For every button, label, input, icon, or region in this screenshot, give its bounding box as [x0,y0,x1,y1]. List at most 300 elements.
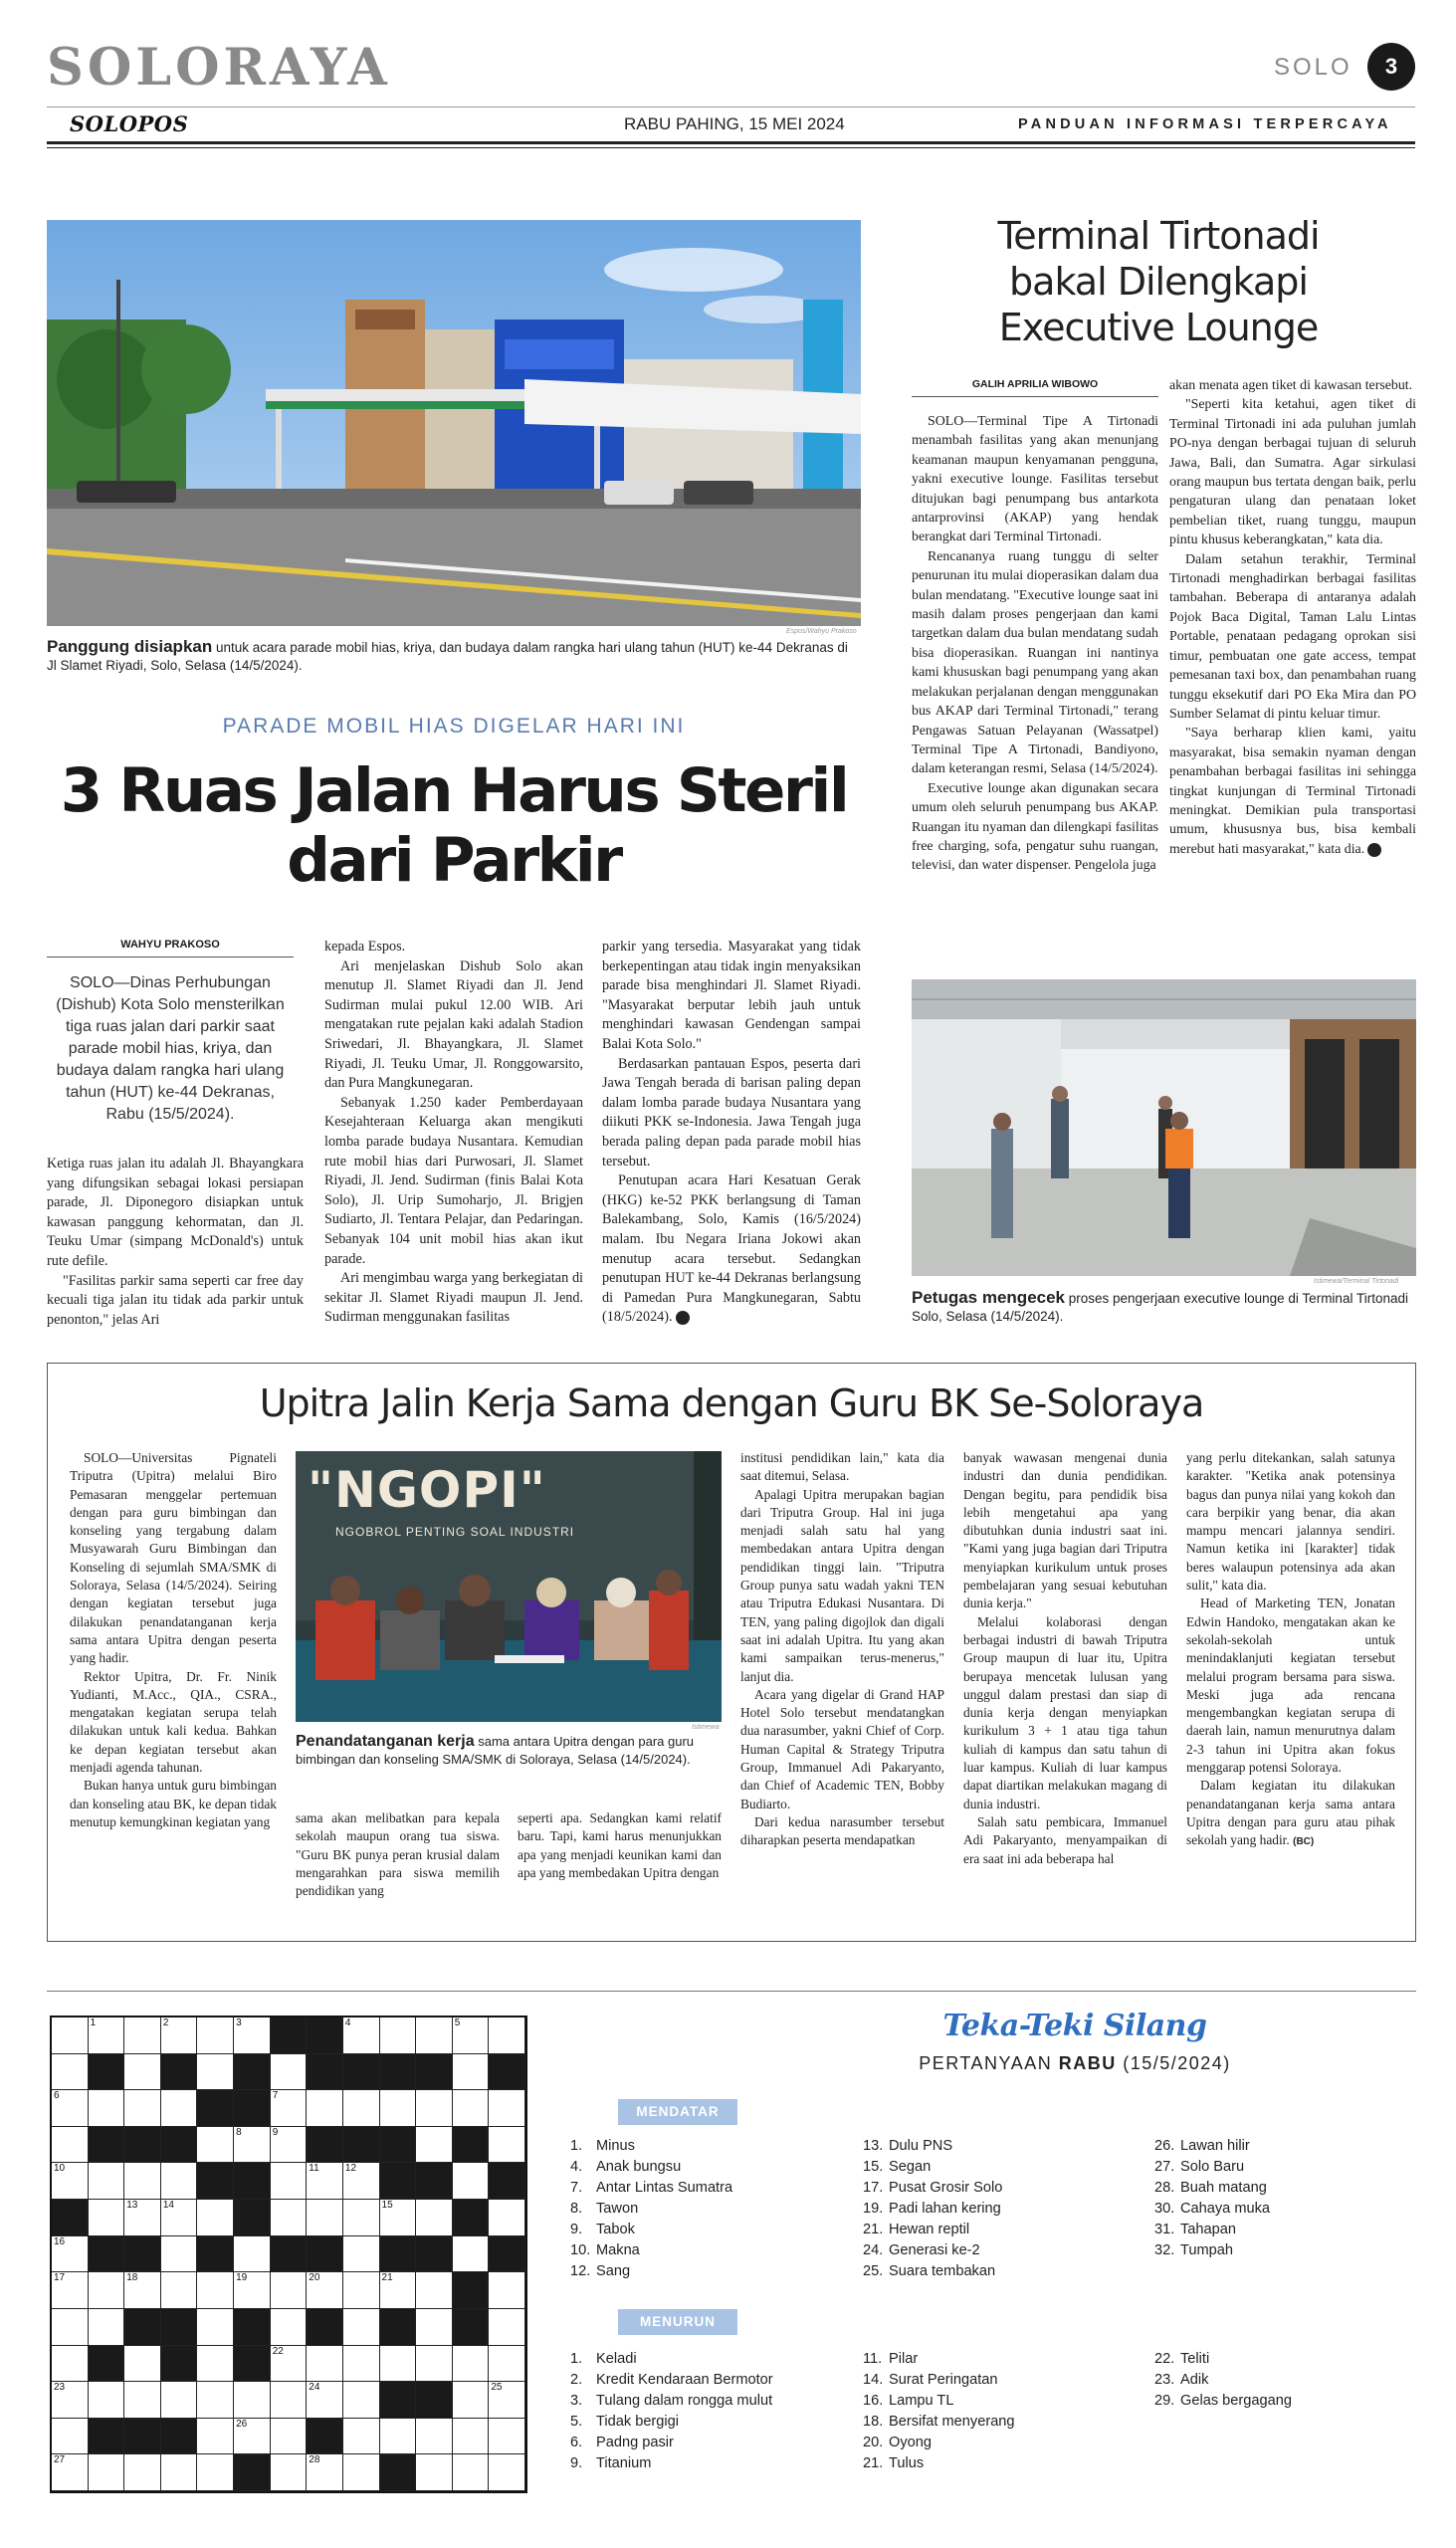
crossword-cell[interactable] [453,2163,490,2200]
crossword-title: Teka-Teki Silang [942,2009,1207,2043]
paragraph-text: "Saya berharap klien kami, yaitu masyarakat, bisa semakin nyaman dengan penambahan berbagai fasilitas ini sehingga tingkat kunjungan di Terminal Tirtonadi meningkat. Demikian pula transportasi umum, khususnya bus, bisa kembali merebut hati masyarakat," kata dia. [1169,726,1416,857]
crossword-cell[interactable] [307,2200,343,2236]
crossword-cell[interactable] [161,2454,198,2491]
clue-text: Tulus [889,2455,925,2471]
crossword-subtitle [796,2053,1353,2074]
caption-text: untuk acara parade mobil hias, kriya, dan budaya dalam rangka hari ulang tahun (HUT) ke-44 Dekranas di Jl Slamet Riyadi, Solo, Selasa (14/5/2024). [47,640,848,673]
crossword-cell[interactable] [234,2419,271,2455]
crossword-cell[interactable] [197,2454,234,2491]
crossword-cell[interactable] [453,2382,490,2419]
clue-text: Sang [596,2263,631,2279]
clue-number: 21. [863,2455,884,2471]
paragraph [602,1171,861,1328]
main-lead: SOLO—Dinas Perhubungan (Dishub) Kota Solo mensterilkan tiga ruas jalan dari parkir saat parade mobil hias, kriya, dan budaya dalam rangka hari ulang tahun (HUT) ke-44 Dekranas, Rabu (15/5/2024). [56,974,285,1123]
crossword-cell[interactable] [89,2017,125,2054]
crossword-cell-number: 24 [309,2382,320,2394]
clue-number: 31. [1154,2222,1175,2237]
crossword-cell[interactable] [307,2272,343,2309]
crossword-cell[interactable] [52,2090,89,2127]
crossword-cell[interactable] [234,2127,271,2164]
caption-bold: Petugas mengecek [912,1288,1066,1307]
crossword-cell[interactable] [416,2127,453,2164]
crossword-cell[interactable] [52,2309,89,2346]
crossword-cell[interactable] [271,2163,308,2200]
crossword-cell-number: 27 [54,2454,66,2466]
across-clues-col2 [863,2136,1002,2282]
clue-text: Keladi [596,2351,637,2367]
crossword-black-cell [380,2309,417,2346]
crossword-cell[interactable] [124,2454,161,2491]
crossword-cell[interactable] [380,2272,417,2309]
crossword-cell[interactable] [489,2017,525,2054]
clue-number: 8. [570,2201,583,2217]
crossword-cell-number: 3 [236,2017,242,2028]
crossword-cell[interactable] [52,2382,89,2419]
crossword-cell[interactable] [453,2419,490,2455]
crossword-black-cell [489,2163,525,2200]
crossword-cell[interactable] [343,2272,380,2309]
section-title: SOLORAYA [47,38,391,98]
crossword-cell[interactable] [453,2017,490,2054]
clue-number: 1. [570,2351,583,2367]
crossword-cell-number: 1 [90,2017,97,2028]
crossword-cell[interactable] [161,2090,198,2127]
crossword-cell[interactable] [89,2163,125,2200]
crossword-cell[interactable] [489,2382,525,2419]
down-header: MENURUN [618,2309,737,2335]
crossword-cell[interactable] [271,2454,308,2491]
crossword-black-cell [234,2054,271,2091]
crossword-cell[interactable] [307,2163,343,2200]
paragraph: Rencananya ruang tunggu di selter penurunan itu mulai dioperasikan dalam dua bulan mendatang. "Executive lounge saat ini masih dalam proses pengerjaan dan kami targetkan dalam dua bulan mendatang sudah bisa dioperasikan. Ruangan ini nantinya kami khususkan bagi penumpang yang akan melakukan perjalanan dengan menggunakan bus AKAP dari Terminal Tirtonadi," terang Pengawas Satuan Pelayanan (Wassatpel) Terminal Tipe A Tirtonadi, Bandiyono, dalam keterangan resmi, Selasa (14/5/2024). [912,548,1158,777]
crossword-black-cell [489,2054,525,2091]
crossword-black-cell [453,2309,490,2346]
crossword-black-cell [489,2236,525,2273]
crossword-cell[interactable] [271,2200,308,2236]
paragraph: Melalui kolaborasi dengan berbagai industri di bawah Triputra Group maupun di luar itu, Upitra berupaya mencetak lulusan yang unggul dalam prestasi dan siap di dunia kerja dengan menyiapkan kurikulum 3 + 1 atau tiga tahun kuliah di kampus dan satu tahun di luar kampus. Kuliah di luar kampus dapat diartikan melakukan magang di dunia industri. [963,1613,1167,1811]
crossword-black-cell [307,2309,343,2346]
crossword-cell-number: 6 [54,2090,60,2102]
crossword-cell[interactable] [416,2346,453,2383]
main-kicker: PARADE MOBIL HIAS DIGELAR HARI INI [222,715,686,738]
crossword-cell[interactable] [52,2454,89,2491]
crossword-cell[interactable] [380,2090,417,2127]
clue-number: 1. [570,2138,583,2154]
crossword-cell[interactable] [453,2236,490,2273]
clue-number: 4. [570,2159,583,2175]
crossword-cell[interactable] [89,2200,125,2236]
upitra-photo [296,1451,722,1722]
author-initials: (BC) [1293,1836,1315,1848]
page-number-badge [1367,43,1415,91]
crossword-cell-number: 9 [272,2126,279,2138]
clue-number: 30. [1154,2201,1175,2217]
main-byline: WAHYU PRAKOSO [47,939,294,957]
crossword-black-cell [416,2236,453,2273]
caption-bold: Panggung disiapkan [47,637,213,656]
crossword-cell[interactable] [489,2454,525,2491]
down-clue [570,2391,773,2412]
crossword-cell[interactable] [161,2236,198,2273]
clue-number: 9. [570,2455,583,2471]
subtitle-date: (15/5/2024) [1116,2053,1231,2073]
across-clue [570,2136,732,2157]
crossword-cell[interactable] [161,2200,198,2236]
crossword-black-cell [89,2236,125,2273]
crossword-black-cell [380,2127,417,2164]
upitra-col1 [70,1449,277,1831]
crossword-cell[interactable] [89,2454,125,2491]
clue-number: 17. [863,2180,884,2196]
crossword-black-cell [52,2200,89,2236]
clue-text: Solo Baru [1180,2159,1245,2175]
paragraph: seperti apa. Sedangkan kami relatif baru. Tapi, kami harus menunjukkan apa yang menjadi keunikan kami dan apa yang membedakan Upitra dengan [518,1810,722,1880]
crossword-black-cell [271,2236,308,2273]
crossword-cell[interactable] [453,2454,490,2491]
clue-number: 20. [863,2435,884,2450]
crossword-cell[interactable] [124,2163,161,2200]
crossword-black-cell [307,2419,343,2455]
clue-number: 7. [570,2180,583,2196]
crossword-cell[interactable] [380,2017,417,2054]
across-clue [570,2178,732,2199]
across-clue [863,2261,1002,2282]
crossword-cell[interactable] [489,2272,525,2309]
crossword-cell[interactable] [234,2017,271,2054]
clue-number: 32. [1154,2242,1175,2258]
clue-text: Tidak bergigi [596,2414,680,2430]
down-clue [863,2453,1015,2474]
crossword-cell[interactable] [271,2382,308,2419]
brand-logo: SOLOPOS [70,111,189,136]
crossword-cell[interactable] [271,2127,308,2164]
down-clues-col2 [863,2349,1015,2474]
crossword-cell[interactable] [380,2346,417,2383]
crossword-cell[interactable] [161,2017,198,2054]
crossword-black-cell [380,2382,417,2419]
crossword-cell[interactable] [52,2346,89,2383]
crossword-cell[interactable] [416,2272,453,2309]
crossword-cell[interactable] [197,2017,234,2054]
crossword-cell[interactable] [343,2017,380,2054]
crossword-cell-number: 25 [491,2382,503,2394]
crossword-cell[interactable] [380,2419,417,2455]
paragraph: Berdasarkan pantauan Espos, peserta dari Jawa Tengah berada di barisan paling depan dalam lomba parade budaya Nusantara yang diikuti PKK se-Indonesia. Jawa Tengah juga berada paling depan pada parade mobil hias tersebut. [602,1055,861,1169]
crossword-black-cell [307,2236,343,2273]
crossword-black-cell [343,2054,380,2091]
crossword-cell[interactable] [52,2163,89,2200]
issue-date: RABU PAHING, 15 MEI 2024 [624,114,845,133]
crossword-cell[interactable] [197,2346,234,2383]
crossword-cell[interactable] [343,2454,380,2491]
crossword-black-cell [234,2309,271,2346]
clue-number: 11. [863,2351,883,2367]
crossword-cell-number: 18 [126,2272,138,2284]
crossword-cell[interactable] [343,2163,380,2200]
paragraph: yang perlu ditekankan, salah satunya karakter. "Ketika anak potensinya bagus dan punya nilai yang kokoh dan cara berpikir yang benar, dia akan mampu mencari jalannya sendiri. Namun ketika ini [karakter] tidak beres walaupun potensinya ada akan sulit," kata dia. [1186,1450,1395,1593]
crossword-black-cell [197,2163,234,2200]
main-col1 [47,1155,304,1330]
clue-text: Dulu PNS [889,2138,953,2154]
crossword-cell[interactable] [89,2309,125,2346]
crossword-cell[interactable] [271,2309,308,2346]
clue-text: Pusat Grosir Solo [889,2180,1003,2196]
crossword-black-cell [161,2346,198,2383]
down-clue [570,2370,773,2391]
crossword-cell[interactable] [52,2272,89,2309]
crossword-cell[interactable] [271,2090,308,2127]
clue-number: 23. [1154,2372,1175,2388]
crossword-cell[interactable] [453,2054,490,2091]
crossword-cell[interactable] [124,2382,161,2419]
crossword-cell[interactable] [124,2200,161,2236]
crossword-cell[interactable] [489,2309,525,2346]
clue-number: 21. [863,2222,884,2237]
upitra-photo-caption [296,1733,724,1768]
crossword-cell-number: 20 [309,2272,320,2284]
paragraph: "Fasilitas parkir sama seperti car free day kecuali tiga jalan itu tidak ada parkir untuk penonton," jelas Ari [47,1272,304,1328]
crossword-cell-number: 4 [344,2017,351,2028]
paragraph: Dari kedua narasumber tersebut diharapkan peserta mendapatkan [740,1813,944,1848]
crossword-cell[interactable] [89,2090,125,2127]
crossword-cell[interactable] [271,2272,308,2309]
crossword-cell[interactable] [489,2346,525,2383]
crossword-black-cell [161,2309,198,2346]
crossword-cell[interactable] [307,2090,343,2127]
clue-number: 28. [1154,2180,1175,2196]
main-headline-line2: dari Parkir [287,825,621,896]
crossword-cell[interactable] [124,2090,161,2127]
crossword-cell[interactable] [416,2419,453,2455]
crossword-cell[interactable] [89,2272,125,2309]
clue-text: Segan [889,2159,932,2175]
down-clue [1154,2391,1292,2412]
terminal-headline-line2: bakal Dilengkapi [1009,260,1308,304]
crossword-black-cell [234,2090,271,2127]
across-clue [1154,2220,1270,2240]
paragraph: institusi pendidikan lain," kata dia saat ditemui, Selasa. [740,1450,944,1484]
down-clue [863,2391,1015,2412]
upitra-photo-credit: Istimewa [692,1724,720,1731]
crossword-cell[interactable] [271,2419,308,2455]
crossword-cell[interactable] [489,2090,525,2127]
down-clue [1154,2370,1292,2391]
crossword-black-cell [416,2054,453,2091]
crossword-black-cell [234,2200,271,2236]
end-mark-icon [1367,843,1381,857]
across-header: MENDATAR [618,2099,737,2125]
down-clues-col1 [570,2349,773,2474]
crossword-cell-number: 26 [236,2418,248,2430]
clue-number: 5. [570,2414,583,2430]
crossword-cell-number: 10 [54,2163,66,2175]
clue-text: Gelas bergagang [1180,2393,1292,2409]
crossword-black-cell [124,2236,161,2273]
terminal-col2 [1169,376,1416,859]
clue-text: Lawan hilir [1180,2138,1250,2154]
crossword-cell[interactable] [234,2272,271,2309]
crossword-cell[interactable] [234,2236,271,2273]
crossword-cell[interactable] [124,2054,161,2091]
crossword-cell-number: 17 [54,2272,66,2284]
crossword-cell-number: 14 [162,2200,174,2212]
crossword-black-cell [197,2090,234,2127]
clue-number: 6. [570,2435,583,2450]
crossword-cell[interactable] [416,2454,453,2491]
crossword-cell[interactable] [307,2346,343,2383]
paragraph [1186,1777,1395,1851]
crossword-black-cell [380,2054,417,2091]
crossword-black-cell [453,2127,490,2164]
upitra-col4 [740,1449,944,1850]
crossword-cell[interactable] [271,2346,308,2383]
crossword-black-cell [89,2419,125,2455]
across-clues-col1 [570,2136,732,2282]
paragraph: Ari mengimbau warga yang berkegiatan di sekitar Jl. Slamet Riyadi maupun Jl. Jend. Sudirman menggunakan fasilitas [324,1270,583,1326]
crossword-cell[interactable] [197,2382,234,2419]
caption-text: proses pengerjaan executive lounge di Terminal Tirtonadi Solo, Selasa (14/5/2024). [912,1291,1408,1324]
crossword-cell[interactable] [453,2346,490,2383]
paragraph: Salah satu pembicara, Immanuel Adi Pakaryanto, menyampaikan di era saat ini ada beberapa hal [963,1813,1167,1866]
clue-text: Minus [596,2138,635,2154]
crossword-grid[interactable] [50,2016,527,2493]
terminal-photo-caption [912,1289,1416,1326]
crossword-black-cell [380,2163,417,2200]
clue-text: Kredit Kendaraan Bermotor [596,2372,773,2388]
crossword-black-cell [380,2454,417,2491]
crossword-cell[interactable] [489,2127,525,2164]
crossword-cell[interactable] [52,2017,89,2054]
crossword-black-cell [343,2127,380,2164]
crossword-cell[interactable] [89,2382,125,2419]
crossword-cell[interactable] [197,2272,234,2309]
crossword-cell[interactable] [343,2236,380,2273]
crossword-black-cell [307,2054,343,2091]
crossword-black-cell [89,2054,125,2091]
crossword-cell[interactable] [271,2054,308,2091]
across-clues-col3 [1154,2136,1270,2261]
crossword-cell[interactable] [52,2419,89,2455]
crossword-cell[interactable] [234,2382,271,2419]
clue-number: 26. [1154,2138,1175,2154]
crossword-cell[interactable] [197,2309,234,2346]
crossword-cell[interactable] [343,2090,380,2127]
crossword-cell-number: 15 [381,2200,393,2212]
crossword-cell[interactable] [197,2419,234,2455]
crossword-cell[interactable] [380,2200,417,2236]
crossword-cell[interactable] [161,2272,198,2309]
crossword-black-cell [161,2127,198,2164]
crossword-cell[interactable] [197,2200,234,2236]
ngopi-banner-title: "NGOPI" [308,1461,546,1519]
crossword-cell[interactable] [343,2346,380,2383]
across-clue [570,2261,732,2282]
crossword-cell[interactable] [343,2309,380,2346]
crossword-cell[interactable] [416,2309,453,2346]
across-clue [863,2199,1002,2220]
terminal-photo-credit: Istimewa/Terminal Tirtonadi [1314,1278,1399,1285]
clue-number: 25. [863,2263,884,2279]
crossword-cell[interactable] [416,2090,453,2127]
caption-text: sama antara Upitra dengan para guru bimbingan dan konseling SMA/SMK di Soloraya, Selasa (14/5/2024). [296,1734,695,1767]
crossword-cell[interactable] [307,2454,343,2491]
crossword-black-cell [234,2163,271,2200]
crossword-cell[interactable] [416,2200,453,2236]
across-clue [1154,2136,1270,2157]
crossword-cell[interactable] [197,2054,234,2091]
clue-number: 15. [863,2159,884,2175]
crossword-cell[interactable] [343,2419,380,2455]
crossword-cell[interactable] [343,2200,380,2236]
crossword-cell[interactable] [161,2382,198,2419]
crossword-cell-number: 11 [309,2163,319,2175]
clue-text: Adik [1180,2372,1209,2388]
crossword-cell[interactable] [52,2127,89,2164]
terminal-col1 [912,412,1158,876]
paragraph: Sebanyak 1.250 kader Pemberdayaan Kesejahteraan Keluarga akan mengikuti lomba parade budaya Nusantara. Kemudian rute mobil hias dari Purwosari, Jl. Slamet Riyadi, Jl. Jend. Sudirman (finis Balai Kota Solo), Jl. Urip Sumoharjo, Jl. Brigjen Sudiarto, Jl. Tentara Pelajar, dan Pedaringan. Sebanyak 104 unit mobil hias akan ikut parade. [324,1094,583,1267]
crossword-black-cell [124,2309,161,2346]
paragraph-text: Penutupan acara Hari Kesatuan Gerak (HKG) ke-52 PKK berlangsung di Taman Balekambang, Solo, Kamis (16/5/2024) malam. Ibu Negara Iriana Jokowi akan menutup acara tersebut. Sedangkan penutupan HUT ke-44 Dekranas berlangsung di Pamedan Pura Mangkunegaran, Sabtu (18/5/2024). [602,1172,861,1326]
crossword-cell[interactable] [52,2236,89,2273]
upitra-headline: Upitra Jalin Kerja Sama dengan Guru BK Se-Soloraya [259,1381,1204,1425]
crossword-cell[interactable] [307,2382,343,2419]
terminal-headline [901,213,1416,350]
clue-text: Tawon [596,2201,639,2217]
paragraph: Rektor Upitra, Dr. Fr. Ninik Yudianti, M.Acc., QIA., CSRA., mengatakan kegiatan serupa telah dilakukan untuk kali kedua. Bahkan ke depan kegiatan tersebut akan menjadi agenda tahunan. [70,1668,277,1776]
crossword-black-cell [161,2419,198,2455]
clue-number: 22. [1154,2351,1175,2367]
crossword-black-cell [124,2419,161,2455]
crossword-black-cell [416,2163,453,2200]
clue-text: Tabok [596,2222,635,2237]
across-clue [863,2220,1002,2240]
crossword-cell-number: 22 [272,2345,284,2357]
crossword-cell[interactable] [416,2017,453,2054]
subtitle-day: RABU [1058,2053,1117,2073]
crossword-black-cell [234,2454,271,2491]
across-clue [570,2240,732,2261]
crossword-cell[interactable] [124,2346,161,2383]
crossword-cell[interactable] [453,2090,490,2127]
stage-photo-caption [47,638,861,675]
subtitle-prefix: PERTANYAAN [919,2053,1059,2073]
crossword-cell[interactable] [489,2419,525,2455]
terminal-headline-line1: Terminal Tirtonadi [997,214,1320,258]
crossword-cell[interactable] [489,2200,525,2236]
crossword-cell[interactable] [52,2054,89,2091]
crossword-cell[interactable] [124,2272,161,2309]
crossword-cell-number: 7 [272,2090,279,2102]
across-clue [863,2178,1002,2199]
crossword-cell-number: 12 [344,2163,357,2175]
crossword-cell[interactable] [197,2127,234,2164]
crossword-cell-number: 28 [309,2454,320,2466]
crossword-black-cell [271,2017,308,2054]
across-clue [1154,2240,1270,2261]
crossword-black-cell [89,2127,125,2164]
crossword-cell[interactable] [124,2017,161,2054]
paragraph [1169,724,1416,859]
stage-photo [47,220,861,626]
crossword-cell[interactable] [161,2163,198,2200]
main-headline [47,756,861,896]
clue-number: 13. [863,2138,884,2154]
clue-text: Makna [596,2242,640,2258]
upitra-col2 [296,1809,500,1900]
across-clue [1154,2178,1270,2199]
crossword-cell[interactable] [343,2382,380,2419]
down-clue [570,2349,773,2370]
